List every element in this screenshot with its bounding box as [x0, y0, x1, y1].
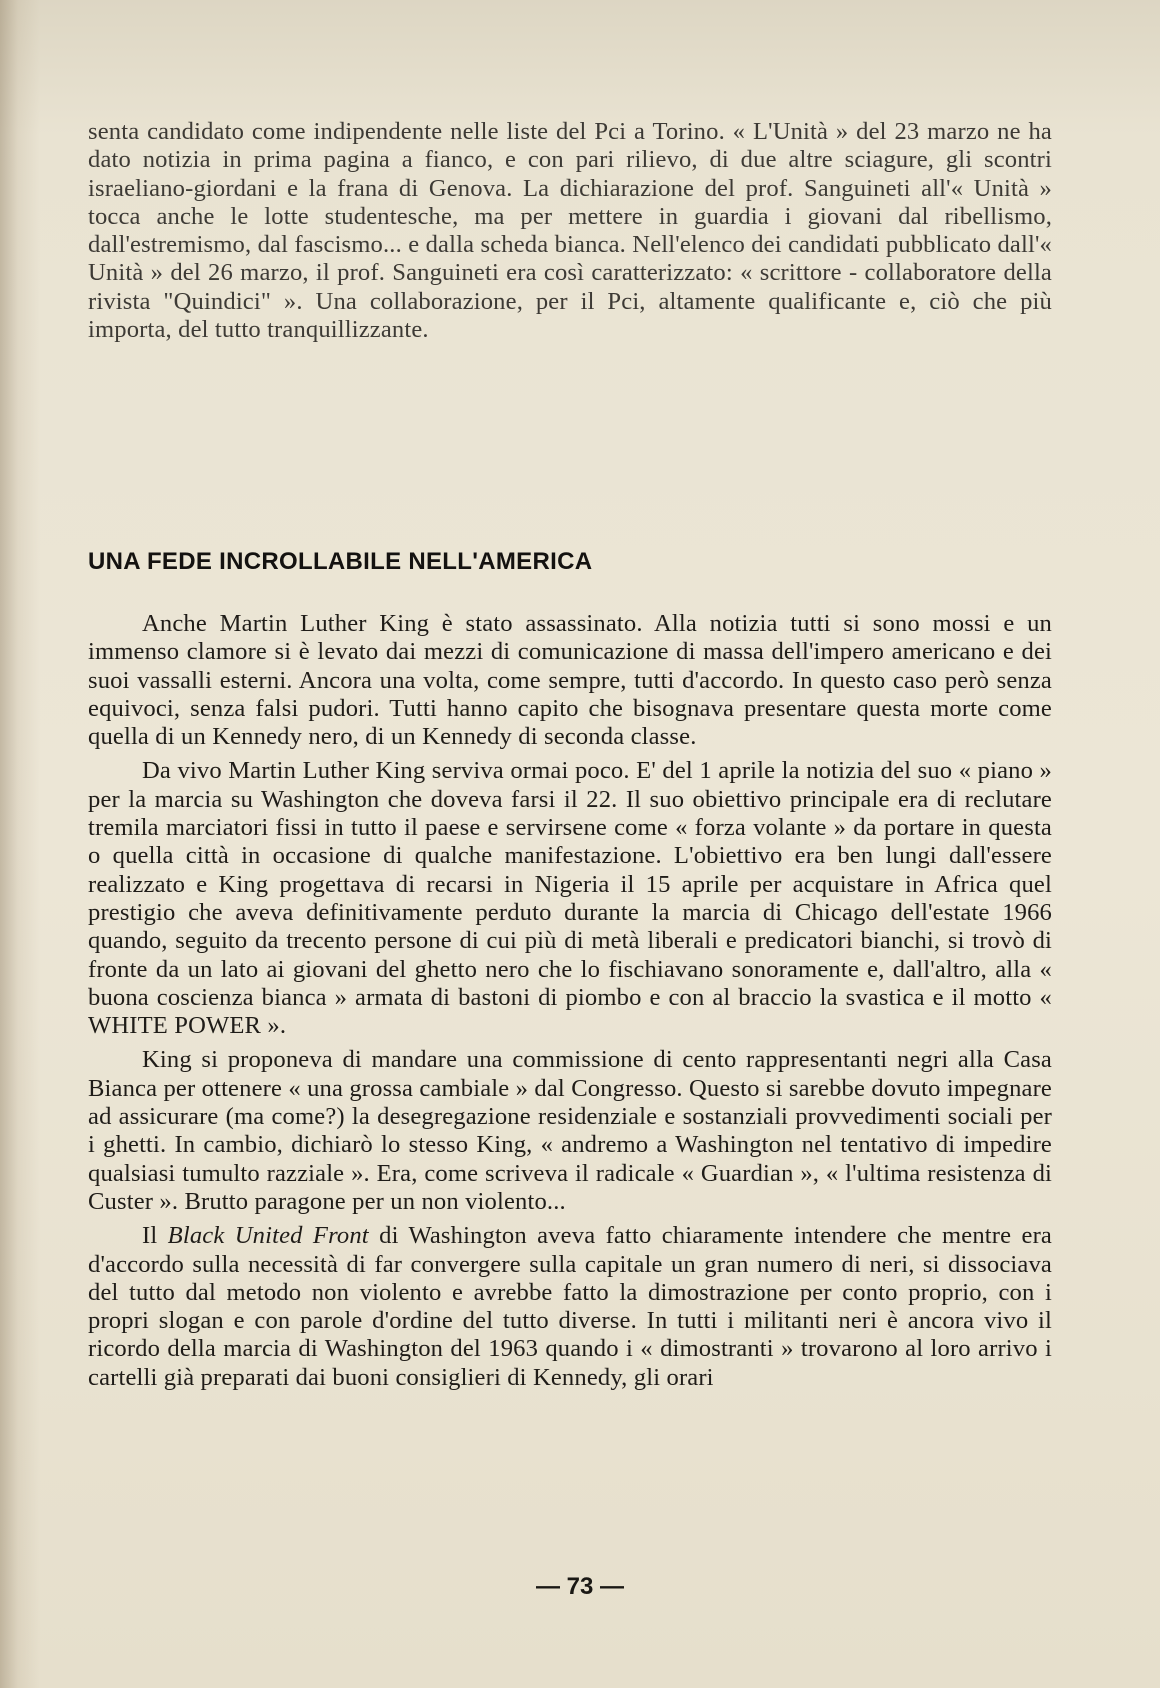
- last-paragraph-lead: Il: [142, 1222, 168, 1250]
- paragraph-black-united-front: [88, 1222, 1052, 1392]
- black-united-front-title: Black United Front: [167, 1222, 369, 1250]
- last-paragraph-rest: di Washington aveva fatto chiaramente intendere che mentre era d'accordo sulla necessità di far convergere sulla capitale un gran numero di neri, si dissociava del tutto dal metodo non violento e avrebbe fatto la dimostrazione per conto proprio, con i propri slogan e con parole d'ordine del tutto diverse. In tutti i militanti neri è ancora vivo il ricordo della marcia di Washington del 1963 quando i « dimostranti » trovarono al loro arrivo i cartelli già preparati dai buoni consiglieri di Kennedy, gli orari: [88, 1222, 1052, 1391]
- paragraph-white-house-commission: King si proponeva di mandare una commissione di cento rappresentanti negri alla Casa Bianca per ottenere « una grossa cambiale » dal Congresso. Questo si sarebbe dovuto impegnare ad assicurare (ma come?) la desegregazione residenziale e sostanziali provvedimenti sociali per i ghetti. In cambio, dichiarò lo stesso King, « andremo a Washington nel tentativo di impedire qualsiasi tumulto razziale ». Era, come scriveva il radicale « Guardian », « l'ultima resistenza di Custer ». Brutto paragone per un non violento...: [88, 1046, 1052, 1215]
- intro-paragraph: senta candidato come indipendente nelle liste del Pci a Torino. « L'Unità » del 23 marzo ne ha dato notizia in prima pagina a fianco, e con pari rilievo, di due altre sciagure, gli scontri israeliano-giordani e la frana di Genova. La dichiarazione del prof. Sanguineti all'« Unità » tocca anche le lotte studentesche, ma per mettere in guardia i giovani dal ribellismo, dall'estremismo, dal fascismo... e dalla scheda bianca. Nell'elenco dei candidati pubblicato dall'« Unità » del 26 marzo, il prof. Sanguineti era così caratterizzato: « scrittore - collaboratore della rivista "Quindici" ». Una collaborazione, per il Pci, altamente qualificante e, ciò che più importa, del tutto tranquillizzante.: [88, 118, 1052, 344]
- paragraph-washington-march-plan: Da vivo Martin Luther King serviva ormai poco. E' del 1 aprile la notizia del suo « piano » per la marcia su Washington che doveva farsi il 22. Il suo obiettivo principale era di reclutare tremila marciatori fissi in tutto il paese e servirsene come « forza volante » da portare in questa o quella città in occasione di qualche manifestazione. L'obiettivo era ben lungi dall'essere realizzato e King progettava di recarsi in Nigeria il 15 aprile per acquistare in Africa quel prestigio che aveva definitivamente perduto durante la marcia di Chicago dell'estate 1966 quando, seguito da trecento persone di cui più di metà liberali e predicatori bianchi, si trovò di fronte da un lato ai giovani del ghetto nero che lo fischiavano sonoramente e, dall'altro, alla « buona coscienza bianca » armata di bastoni di piombo e con al braccio la svastica e il motto « WHITE POWER ».: [88, 757, 1052, 1040]
- section-body: [88, 610, 1052, 1392]
- paragraph-king-assassinated: Anche Martin Luther King è stato assassinato. Alla notizia tutti si sono mossi e un immenso clamore si è levato dai mezzi di comunicazione di massa dell'impero americano e dei suoi vassalli esterni. Ancora una volta, come sempre, tutti d'accordo. In questo caso però senza equivoci, senza falsi pudori. Tutti hanno capito che bisognava presentare questa morte come quella di un Kennedy nero, di un Kennedy di seconda classe.: [88, 610, 1052, 751]
- page-number: — 73 —: [535, 1573, 625, 1600]
- page-body: [88, 118, 1052, 1391]
- section-heading: UNA FEDE INCROLLABILE NELL'AMERICA: [88, 548, 593, 575]
